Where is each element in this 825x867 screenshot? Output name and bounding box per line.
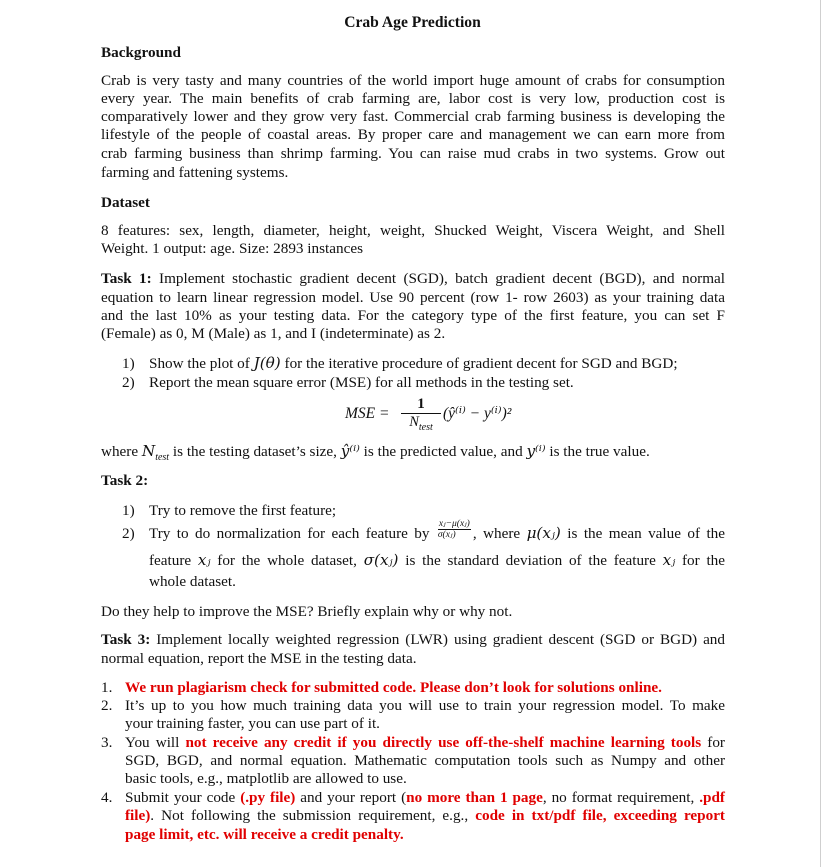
task1-item-2: Report the mean square error (MSE) for all methods in the testing set.: [149, 374, 574, 391]
task3-label: Task 3:: [101, 631, 151, 648]
task3-line-2: normal equation, report the MSE in the testing data.: [101, 650, 417, 667]
note-3-line-2: SGD, BGD, and normal equation. Mathematic computation tools such as Numpy and other: [125, 752, 725, 769]
note-3-line-1: You will not receive any credit if you directly use off-the-shelf machine learning tools for: [125, 734, 725, 751]
task2-item-2-line-1: Try to do normalization for each feature by $\frac{\text{xⱼ−μ(xⱼ)}}{\text{σ(xⱼ)}}$ , where μ(xⱼ) is the mean value of the: [149, 519, 725, 542]
task1-line-4: (Female) as 0, M (Male) as 1, and I (indeterminate) as 2.: [101, 325, 446, 342]
note-1-number: 1.: [101, 679, 113, 696]
note-2-line-1: It’s up to you how much training data you will use to train your regression model. To make: [125, 697, 725, 714]
note-4-number: 4.: [101, 789, 113, 806]
note-3-line-3: basic tools, e.g., matplotlib are allowed to use.: [125, 770, 407, 787]
task1-item-2-number: 2): [122, 374, 135, 391]
task3-line-1: Task 3: Implement locally weighted regression (LWR) using gradient descent (SGD or BGD) and: [101, 631, 725, 648]
mse-fraction: 1 $N_{test}$: [401, 396, 441, 431]
task2-item-2-line-2: feature xⱼ for the whole dataset, σ(xⱼ) is the standard deviation of the feature xⱼ for the: [149, 551, 725, 569]
background-line-6: farming and fattening systems.: [101, 164, 289, 181]
background-line-4: lifestyle of the people of coastal areas. By proper care and management we can earn more from: [101, 126, 725, 143]
task2-heading: Task 2:: [101, 472, 149, 489]
dataset-line-1: 8 features: sex, length, diameter, height, weight, Shucked Weight, Viscera Weight, and Shell: [101, 222, 725, 239]
task2-item-1-number: 1): [122, 502, 135, 519]
note-4-line-3: page limit, etc. will receive a credit penalty.: [125, 826, 404, 843]
page-edge: [820, 0, 825, 867]
normalization-fraction: $\frac{\text{xⱼ−μ(xⱼ)}}{\text{σ(xⱼ)}}$: [437, 519, 470, 541]
note-2-line-2: your training faster, you can use part of it.: [125, 715, 380, 732]
note-3-number: 3.: [101, 734, 113, 751]
background-line-2: every year. The main benefits of crab farming are, labor cost is very low, production cost is: [101, 90, 725, 107]
dataset-line-2: Weight. 1 output: age. Size: 2893 instances: [101, 240, 363, 257]
page-title: Crab Age Prediction: [344, 14, 481, 31]
background-line-1: Crab is very tasty and many countries of the world import huge amount of crabs for consumption: [101, 72, 725, 89]
task2-item-2-number: 2): [122, 525, 135, 542]
mse-equation: MSE = 1 $N_{test}$ (ŷ⁽ⁱ⁾ − y⁽ⁱ⁾)²: [345, 396, 512, 433]
dataset-heading: Dataset: [101, 194, 150, 211]
task2-question: Do they help to improve the MSE? Briefly explain why or why not.: [101, 603, 513, 620]
note-4-line-2: file). Not following the submission requirement, e.g., code in txt/pdf file, exceeding report: [125, 807, 725, 824]
task1-line-1: Task 1: Implement stochastic gradient decent (SGD), batch gradient decent (BGD), and normal: [101, 270, 725, 287]
task1-line-2: equation to learn linear regression model. Use 90 percent (row 1- row 2603) as your training data: [101, 289, 725, 306]
where-line: where $N_{test}$ is the testing dataset’s size, ŷ⁽ⁱ⁾ is the predicted value, and y⁽ⁱ⁾ is the true value.: [101, 442, 650, 463]
background-heading: Background: [101, 44, 181, 61]
note-1: We run plagiarism check for submitted code. Please don’t look for solutions online.: [125, 679, 662, 696]
task2-item-2-line-3: whole dataset.: [149, 573, 236, 590]
task1-label: Task 1:: [101, 270, 152, 287]
note-2-number: 2.: [101, 697, 113, 714]
task1-line-3: and the last 10% as your testing data. For the category type of the first feature, you can set F: [101, 307, 725, 324]
background-line-3: comparatively lower and they grow very fast. Commercial crab farming business is developing the: [101, 108, 725, 125]
task2-item-1: Try to remove the first feature;: [149, 502, 337, 519]
task1-item-1: Show the plot of J(θ) for the iterative procedure of gradient decent for SGD and BGD;: [149, 354, 678, 372]
note-4-line-1: Submit your code (.py file) and your report (no more than 1 page, no format requirement, .pdf: [125, 789, 725, 806]
background-line-5: crab farming business than shrimp farming. You can raise mud crabs in two systems. Grow out: [101, 145, 725, 162]
task1-item-1-number: 1): [122, 355, 135, 372]
